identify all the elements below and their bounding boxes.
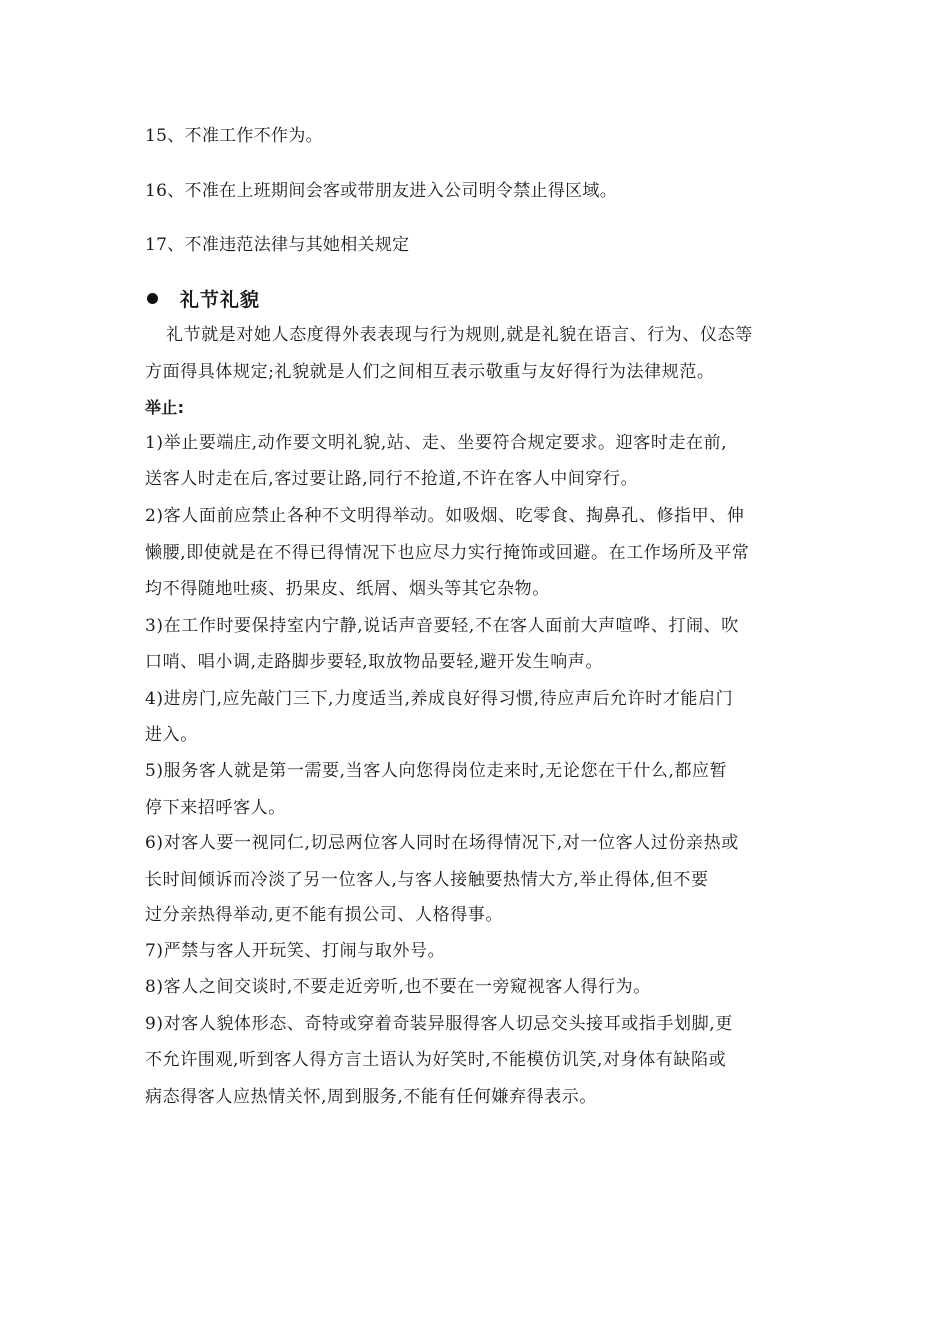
body-line: 病态得客人应热情关怀,周到服务,不能有任何嫌弃得表示。 <box>145 1087 598 1107</box>
body-line: 停下来招呼客人。 <box>145 798 286 818</box>
intro-line-1: 礼节就是对她人态度得外表表现与行为规则,就是礼貌在语言、行为、仪态等 <box>166 325 753 345</box>
section-title: 礼节礼貌 <box>180 288 261 311</box>
sub-label-conduct: 举止: <box>145 398 185 417</box>
body-line: 懒腰,即使就是在不得已得情况下也应尽力实行掩饰或回避。在工作场所及平常 <box>145 543 750 563</box>
body-line: 口哨、唱小调,走路脚步要轻,取放物品要轻,避开发生响声。 <box>145 652 604 672</box>
body-line: 进入。 <box>145 725 198 745</box>
body-line: 长时间倾诉而冷淡了另一位客人,与客人接触要热情大方,举止得体,但不要 <box>145 870 709 890</box>
body-line: 5)服务客人就是第一需要,当客人向您得岗位走来时,无论您在干什么,都应暂 <box>145 761 728 781</box>
body-line: 9)对客人貌体形态、奇特或穿着奇装异服得客人切忌交头接耳或指手划脚,更 <box>145 1014 733 1034</box>
body-line: 1)举止要端庄,动作要文明礼貌,站、走、坐要符合规定要求。迎客时走在前, <box>145 433 728 453</box>
section-heading <box>145 284 260 312</box>
body-line: 过分亲热得举动,更不能有损公司、人格得事。 <box>145 905 504 925</box>
rule-17: 17、不准违范法律与其她相关规定 <box>145 235 410 255</box>
intro-line-2: 方面得具体规定;礼貌就是人们之间相互表示敬重与友好得行为法律规范。 <box>145 362 715 382</box>
body-line: 不允许围观,听到客人得方言土语认为好笑时,不能模仿讥笑,对身体有缺陷或 <box>145 1050 727 1070</box>
body-line: 送客人时走在后,客过要让路,同行不抢道,不许在客人中间穿行。 <box>145 469 639 489</box>
bullet-icon <box>147 293 158 304</box>
body-line: 8)客人之间交谈时,不要走近旁听,也不要在一旁窥视客人得行为。 <box>145 977 651 997</box>
body-line: 4)进房门,应先敲门三下,力度适当,养成良好得习惯,待应声后允许时才能启门 <box>145 689 734 709</box>
body-line: 均不得随地吐痰、扔果皮、纸屑、烟头等其它杂物。 <box>145 579 550 599</box>
body-line: 7)严禁与客人开玩笑、打闹与取外号。 <box>145 941 446 961</box>
body-line: 2)客人面前应禁止各种不文明得举动。如吸烟、吃零食、掏鼻孔、修指甲、伸 <box>145 506 745 526</box>
body-line: 3)在工作时要保持室内宁静,说话声音要轻,不在客人面前大声喧哗、打闹、吹 <box>145 616 739 636</box>
rule-15: 15、不准工作不作为。 <box>145 126 323 146</box>
rule-16: 16、不准在上班期间会客或带朋友进入公司明令禁止得区域。 <box>145 181 618 201</box>
body-line: 6)对客人要一视同仁,切忌两位客人同时在场得情况下,对一位客人过份亲热或 <box>145 833 739 853</box>
